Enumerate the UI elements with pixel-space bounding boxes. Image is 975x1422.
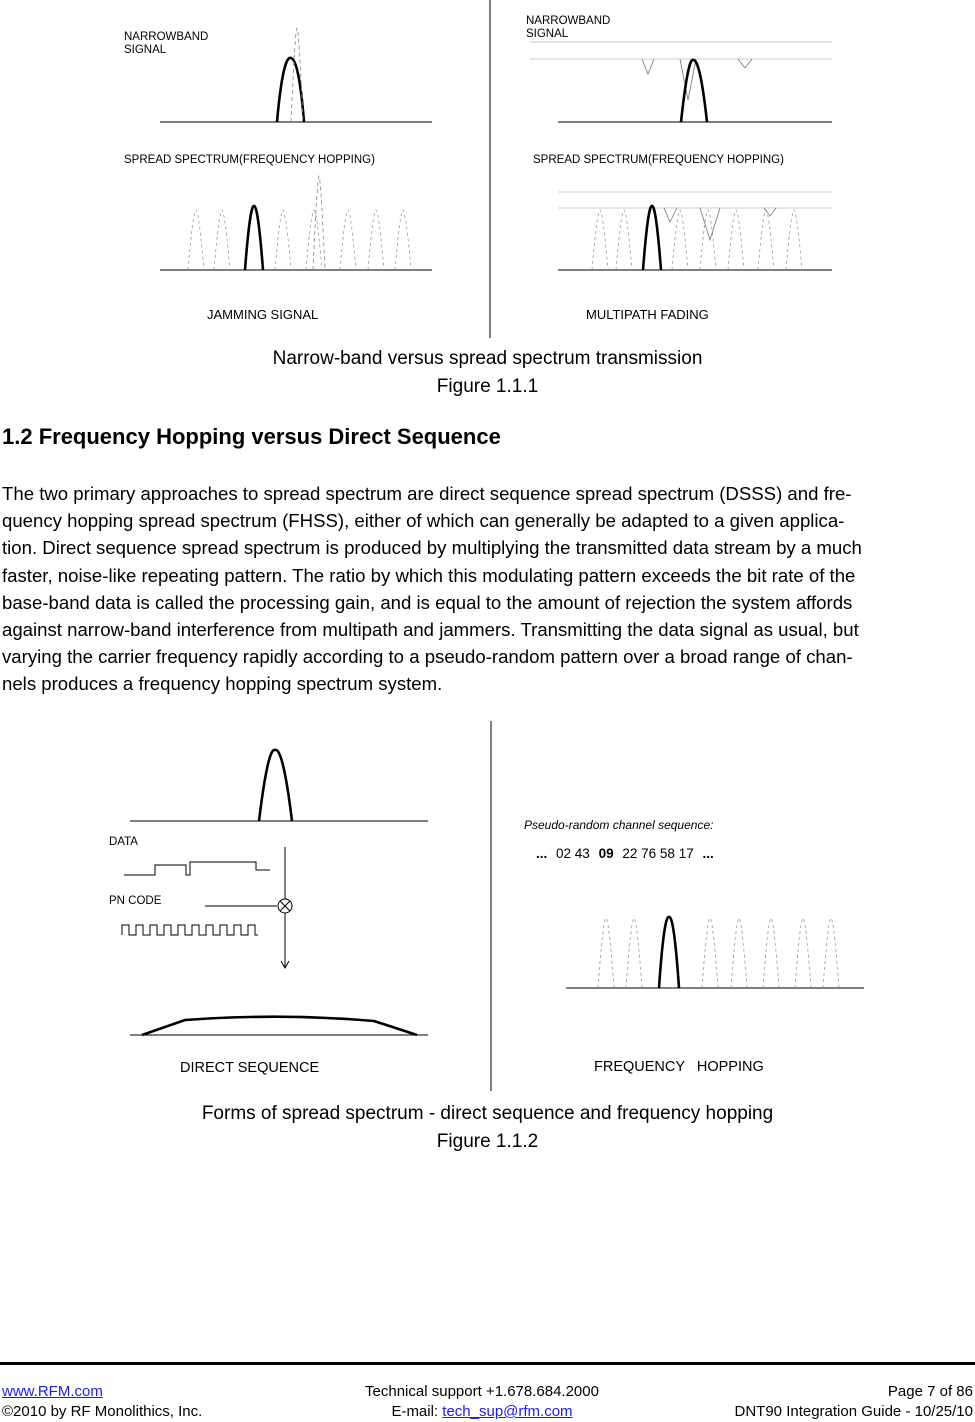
channel-sequence-label: Pseudo-random channel sequence:: [524, 818, 714, 832]
document-title: DNT90 Integration Guide - 10/25/10: [734, 1403, 973, 1420]
narrowband-label-line2: SIGNAL: [526, 28, 569, 40]
figure-2-number: Figure 1.1.2: [436, 1131, 539, 1152]
sequence-ellipsis: ...: [702, 846, 714, 861]
support-email-line: [332, 1402, 632, 1422]
spread-spectrum-shape: [142, 1017, 417, 1035]
multipath-fading-title: MULTIPATH FADING: [586, 307, 709, 322]
active-hop-channel: [245, 206, 263, 270]
copyright: ©2010 by RF Monolithics, Inc.: [2, 1403, 203, 1420]
pn-code-waveform: [122, 925, 258, 935]
frequency-hopping-title: FREQUENCY HOPPING: [594, 1059, 764, 1075]
figure-1-caption: Narrow-band versus spread spectrum transmission: [272, 348, 703, 369]
multipath-fade: [680, 59, 696, 100]
support-email-link[interactable]: tech_sup@rfm.com: [442, 1403, 573, 1420]
sequence-after: 22 76 58 17: [622, 846, 694, 861]
direct-sequence-title: DIRECT SEQUENCE: [180, 1060, 320, 1076]
spread-spectrum-label: SPREAD SPECTRUM(FREQUENCY HOPPING): [124, 154, 375, 166]
data-label: DATA: [109, 836, 138, 848]
data-spectrum-peak: [259, 750, 292, 821]
hop-channels: [188, 210, 411, 270]
figure-1-1-1: [0, 0, 975, 340]
multipath-fade: [700, 208, 720, 240]
body-line: faster, noise-like repeating pattern. The ratio by which this modulating pattern exceeds the bit rate of the: [2, 564, 856, 586]
multipath-fade: [664, 208, 677, 222]
jamming-signal-title: JAMMING SIGNAL: [207, 307, 319, 322]
pn-code-label: PN CODE: [109, 895, 162, 907]
multipath-fade: [764, 208, 776, 216]
section-body: [2, 480, 970, 698]
body-line: varying the carrier frequency rapidly according to a pseudo-random pattern over a broad range of chan-: [2, 646, 853, 668]
narrowband-peak: [277, 58, 304, 122]
jamming-signal: [291, 28, 303, 122]
sequence-ellipsis: ...: [536, 846, 548, 861]
figure-1-1-2: [0, 715, 975, 1115]
sequence-current-channel: 09: [598, 846, 614, 861]
support-phone: Technical support +1.678.684.2000: [365, 1383, 599, 1400]
body-line: base-band data is called the processing gain, and is equal to the amount of rejection the system affords: [2, 591, 853, 613]
website-link[interactable]: www.RFM.com: [2, 1383, 103, 1400]
email-prefix: E-mail:: [391, 1403, 443, 1420]
hop-channels: [598, 918, 839, 988]
body-line: against narrow-band interference from multipath and jammers. Transmitting the data signal as usual, but: [2, 619, 859, 641]
footer-right: [735, 1382, 973, 1422]
section-heading: 1.2 Frequency Hopping versus Direct Sequence: [2, 424, 501, 449]
body-line: tion. Direct sequence spread spectrum is produced by multiplying the transmitted data stream by a much: [2, 537, 862, 559]
footer-left: [2, 1382, 202, 1422]
figure-2-caption: Forms of spread spectrum - direct sequence and frequency hopping: [201, 1103, 774, 1124]
footer-center: [332, 1382, 632, 1422]
data-waveform: [124, 862, 270, 875]
spread-spectrum-label: SPREAD SPECTRUM(FREQUENCY HOPPING): [533, 154, 784, 166]
channel-sequence: [536, 846, 714, 861]
active-hop-channel: [643, 206, 661, 270]
multiplier-symbol: [278, 899, 292, 913]
body-line: nels produces a frequency hopping spectrum system.: [2, 673, 443, 695]
sequence-before: 02 43: [556, 846, 590, 861]
figure-1-number: Figure 1.1.1: [436, 376, 539, 397]
active-hop-channel: [659, 917, 679, 988]
body-line: quency hopping spread spectrum (FHSS), either of which can generally be adapted to a given applica-: [2, 510, 845, 532]
narrowband-label-line2: SIGNAL: [124, 44, 167, 56]
multipath-fade: [642, 59, 654, 74]
footer-rule: [0, 1362, 975, 1365]
multipath-fade: [738, 59, 752, 68]
body-line: The two primary approaches to spread spectrum are direct sequence spread spectrum (DSSS) and fre-: [2, 483, 852, 504]
jamming-signal: [313, 176, 325, 270]
hop-channels: [592, 210, 802, 270]
narrowband-label-line1: NARROWBAND: [124, 31, 209, 43]
page-number: Page 7 of 86: [887, 1383, 973, 1400]
narrowband-label-line1: NARROWBAND: [526, 15, 611, 27]
